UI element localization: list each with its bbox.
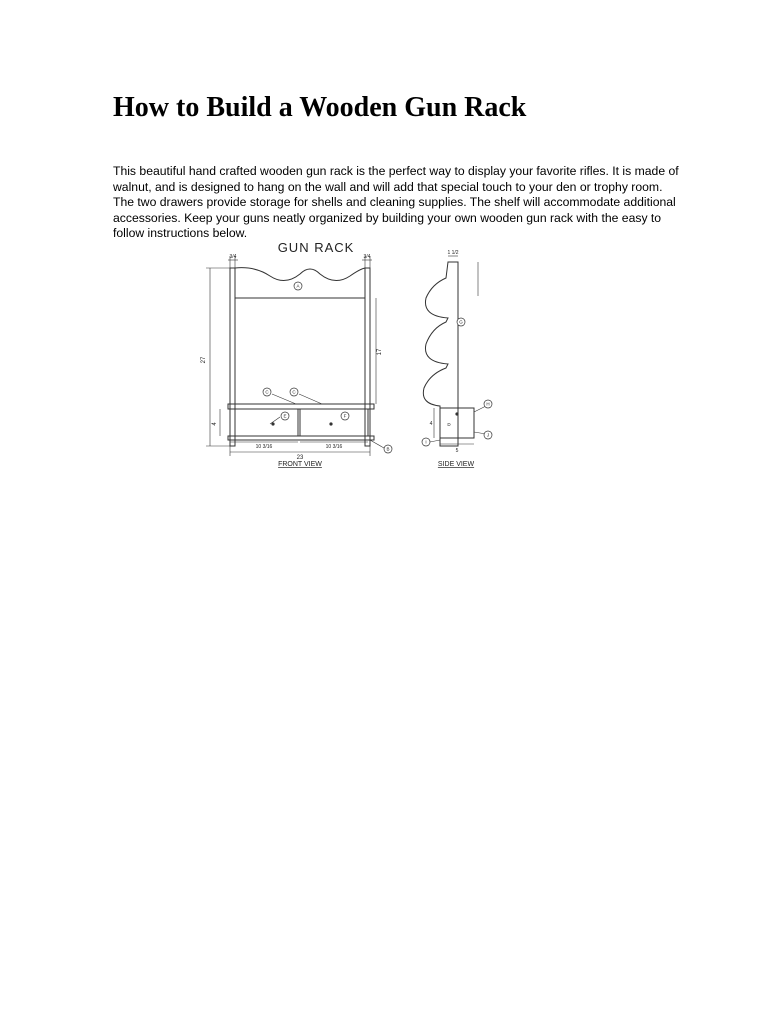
gun-rack-drawing [190,236,510,472]
callout-d: D [447,422,451,427]
dim-post-left: 3/4 [229,254,237,260]
callout-h: H [486,401,490,407]
callout-f: F [343,413,347,419]
front-dimension-lines [206,256,376,456]
front-view-label: FRONT VIEW [278,461,322,468]
dim-side-drawer: 4 [429,421,433,427]
side-view-label: SIDE VIEW [437,461,475,468]
callout-c1: C [265,389,269,395]
drawing-heading: GUN RACK [277,240,355,255]
callout-i: I [425,439,427,445]
dim-drawer-right-width: 10 3/16 [325,444,343,450]
page-title: How to Build a Wooden Gun Rack [113,92,527,123]
dim-total-width: 23 [296,455,304,461]
intro-paragraph: This beautiful hand crafted wooden gun rack is the perfect way to display your favorite rifles. It is made of walnut, and is designed to hang on the wall and will add that special touch to your den or trophy room. The two drawers provide storage for shells and cleaning supplies. The shelf will accommodate additional accessories. Keep your guns neatly organized by building your own wooden gun rack with the easy to follow instructions below. [113,164,679,240]
callout-e: E [283,413,287,419]
front-drawer-right [300,409,368,436]
dim-drawer-height: 4 [212,422,218,426]
callout-j: J [486,432,490,438]
dim-drawer-left-width: 10 3/16 [255,444,273,450]
front-shelf [228,404,374,409]
front-left-post [230,268,235,446]
callout-g: G [459,319,463,325]
side-profile [423,262,458,446]
dim-inner-height: 17 [377,348,383,356]
dim-side-top: 1 1/2 [447,250,459,256]
dim-post-right: 3/4 [363,254,371,260]
dim-side-depth: 5 [455,448,459,454]
callout-b: B [386,446,390,452]
callout-a: A [296,283,300,289]
front-base [228,436,374,440]
callout-c2: C [292,389,296,395]
dim-total-height: 27 [201,356,207,364]
